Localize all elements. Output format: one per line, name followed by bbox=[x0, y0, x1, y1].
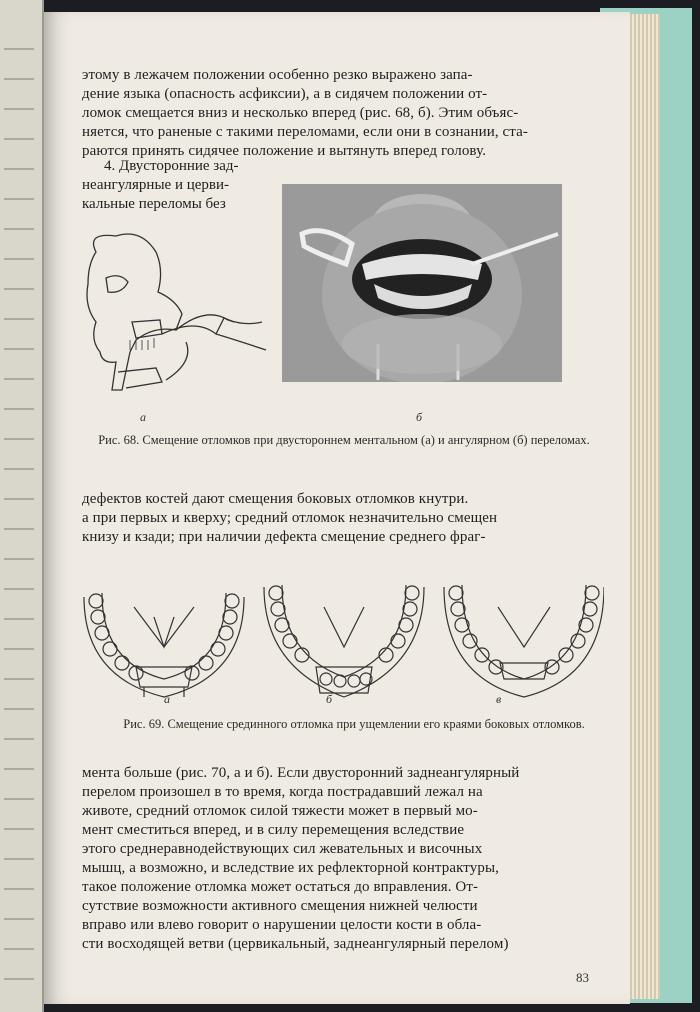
previous-page-edge bbox=[0, 0, 44, 1012]
figure-label-a: а bbox=[140, 410, 146, 424]
text-line: сти восходящей ветви (цервикальный, заднеангулярный перелом) bbox=[82, 936, 509, 952]
text-line: этому в лежачем положении особенно резко выражено запа- bbox=[82, 67, 473, 83]
text-line: няется, что раненые с такими переломами, если они в сознании, ста- bbox=[82, 124, 528, 140]
figure-68-caption: Рис. 68. Смещение отломков при двустороннем ментальном (а) и ангулярном (б) переломах. bbox=[98, 433, 590, 447]
text-line: дефектов костей дают смещения боковых отломков кнутри. bbox=[82, 491, 469, 507]
side-text bbox=[82, 157, 282, 214]
text-line: животе, средний отломок силой тяжести может в первый мо- bbox=[82, 803, 478, 819]
figure-label-c: в bbox=[496, 692, 502, 706]
text-line: перелом произошел в то время, когда пострадавший лежал на bbox=[82, 784, 483, 800]
text-line: книзу и кзади; при наличии дефекта смещение среднего фраг- bbox=[82, 529, 486, 545]
text-line: такое положение отломка может остаться до вправления. От- bbox=[82, 879, 479, 895]
text-line: мент сместиться вперед, и в силу перемещения вследствие bbox=[82, 822, 465, 838]
text-line: ломок смещается вниз и несколько вперед (рис. 68, б). Этим объяс- bbox=[82, 105, 519, 121]
skull-diagram bbox=[66, 222, 276, 402]
paragraph-1 bbox=[82, 66, 610, 161]
text-line: этого среднеравнодействующих сил жевательных и височных bbox=[82, 841, 483, 857]
figure-69-caption: Рис. 69. Смещение срединного отломка при ущемлении его краями боковых отломков. bbox=[123, 717, 585, 731]
text-line: мента больше (рис. 70, а и б). Если двусторонний заднеангулярный bbox=[82, 765, 520, 781]
text-line: а при первых и кверху; средний отломок незначительно смещен bbox=[82, 510, 498, 526]
figure-label-b: б bbox=[416, 410, 423, 424]
figure-label-a: а bbox=[164, 692, 170, 706]
jaw-diagram-b bbox=[264, 585, 424, 697]
paragraph-2 bbox=[82, 490, 610, 547]
text-line: неангулярные и церви- bbox=[82, 177, 230, 193]
jaw-diagram-c bbox=[444, 585, 604, 697]
text-line: 4. Двусторонние зад- bbox=[104, 158, 239, 174]
text-line: сутствие возможности активного смещения нижней челюсти bbox=[82, 898, 478, 914]
text-line: кальные переломы без bbox=[82, 196, 226, 212]
jaw-diagram-a bbox=[84, 593, 244, 697]
text-line: мышц, а возможно, и вследствие их рефлекторной контрактуры, bbox=[82, 860, 499, 876]
book-page bbox=[44, 12, 630, 1004]
jaw-diagrams bbox=[74, 567, 604, 717]
text-line: дение языка (опасность асфиксии), а в сидячем положении от- bbox=[82, 86, 488, 102]
figure-label-b: б bbox=[326, 692, 333, 706]
patient-photo bbox=[282, 184, 562, 382]
text-line: вправо или влево говорит о нарушении целости кости в обла- bbox=[82, 917, 482, 933]
page-number: 83 bbox=[576, 970, 589, 985]
text-line: раются принять сидячее положение и вытянуть вперед голову. bbox=[82, 143, 487, 159]
paragraph-3 bbox=[82, 764, 610, 954]
